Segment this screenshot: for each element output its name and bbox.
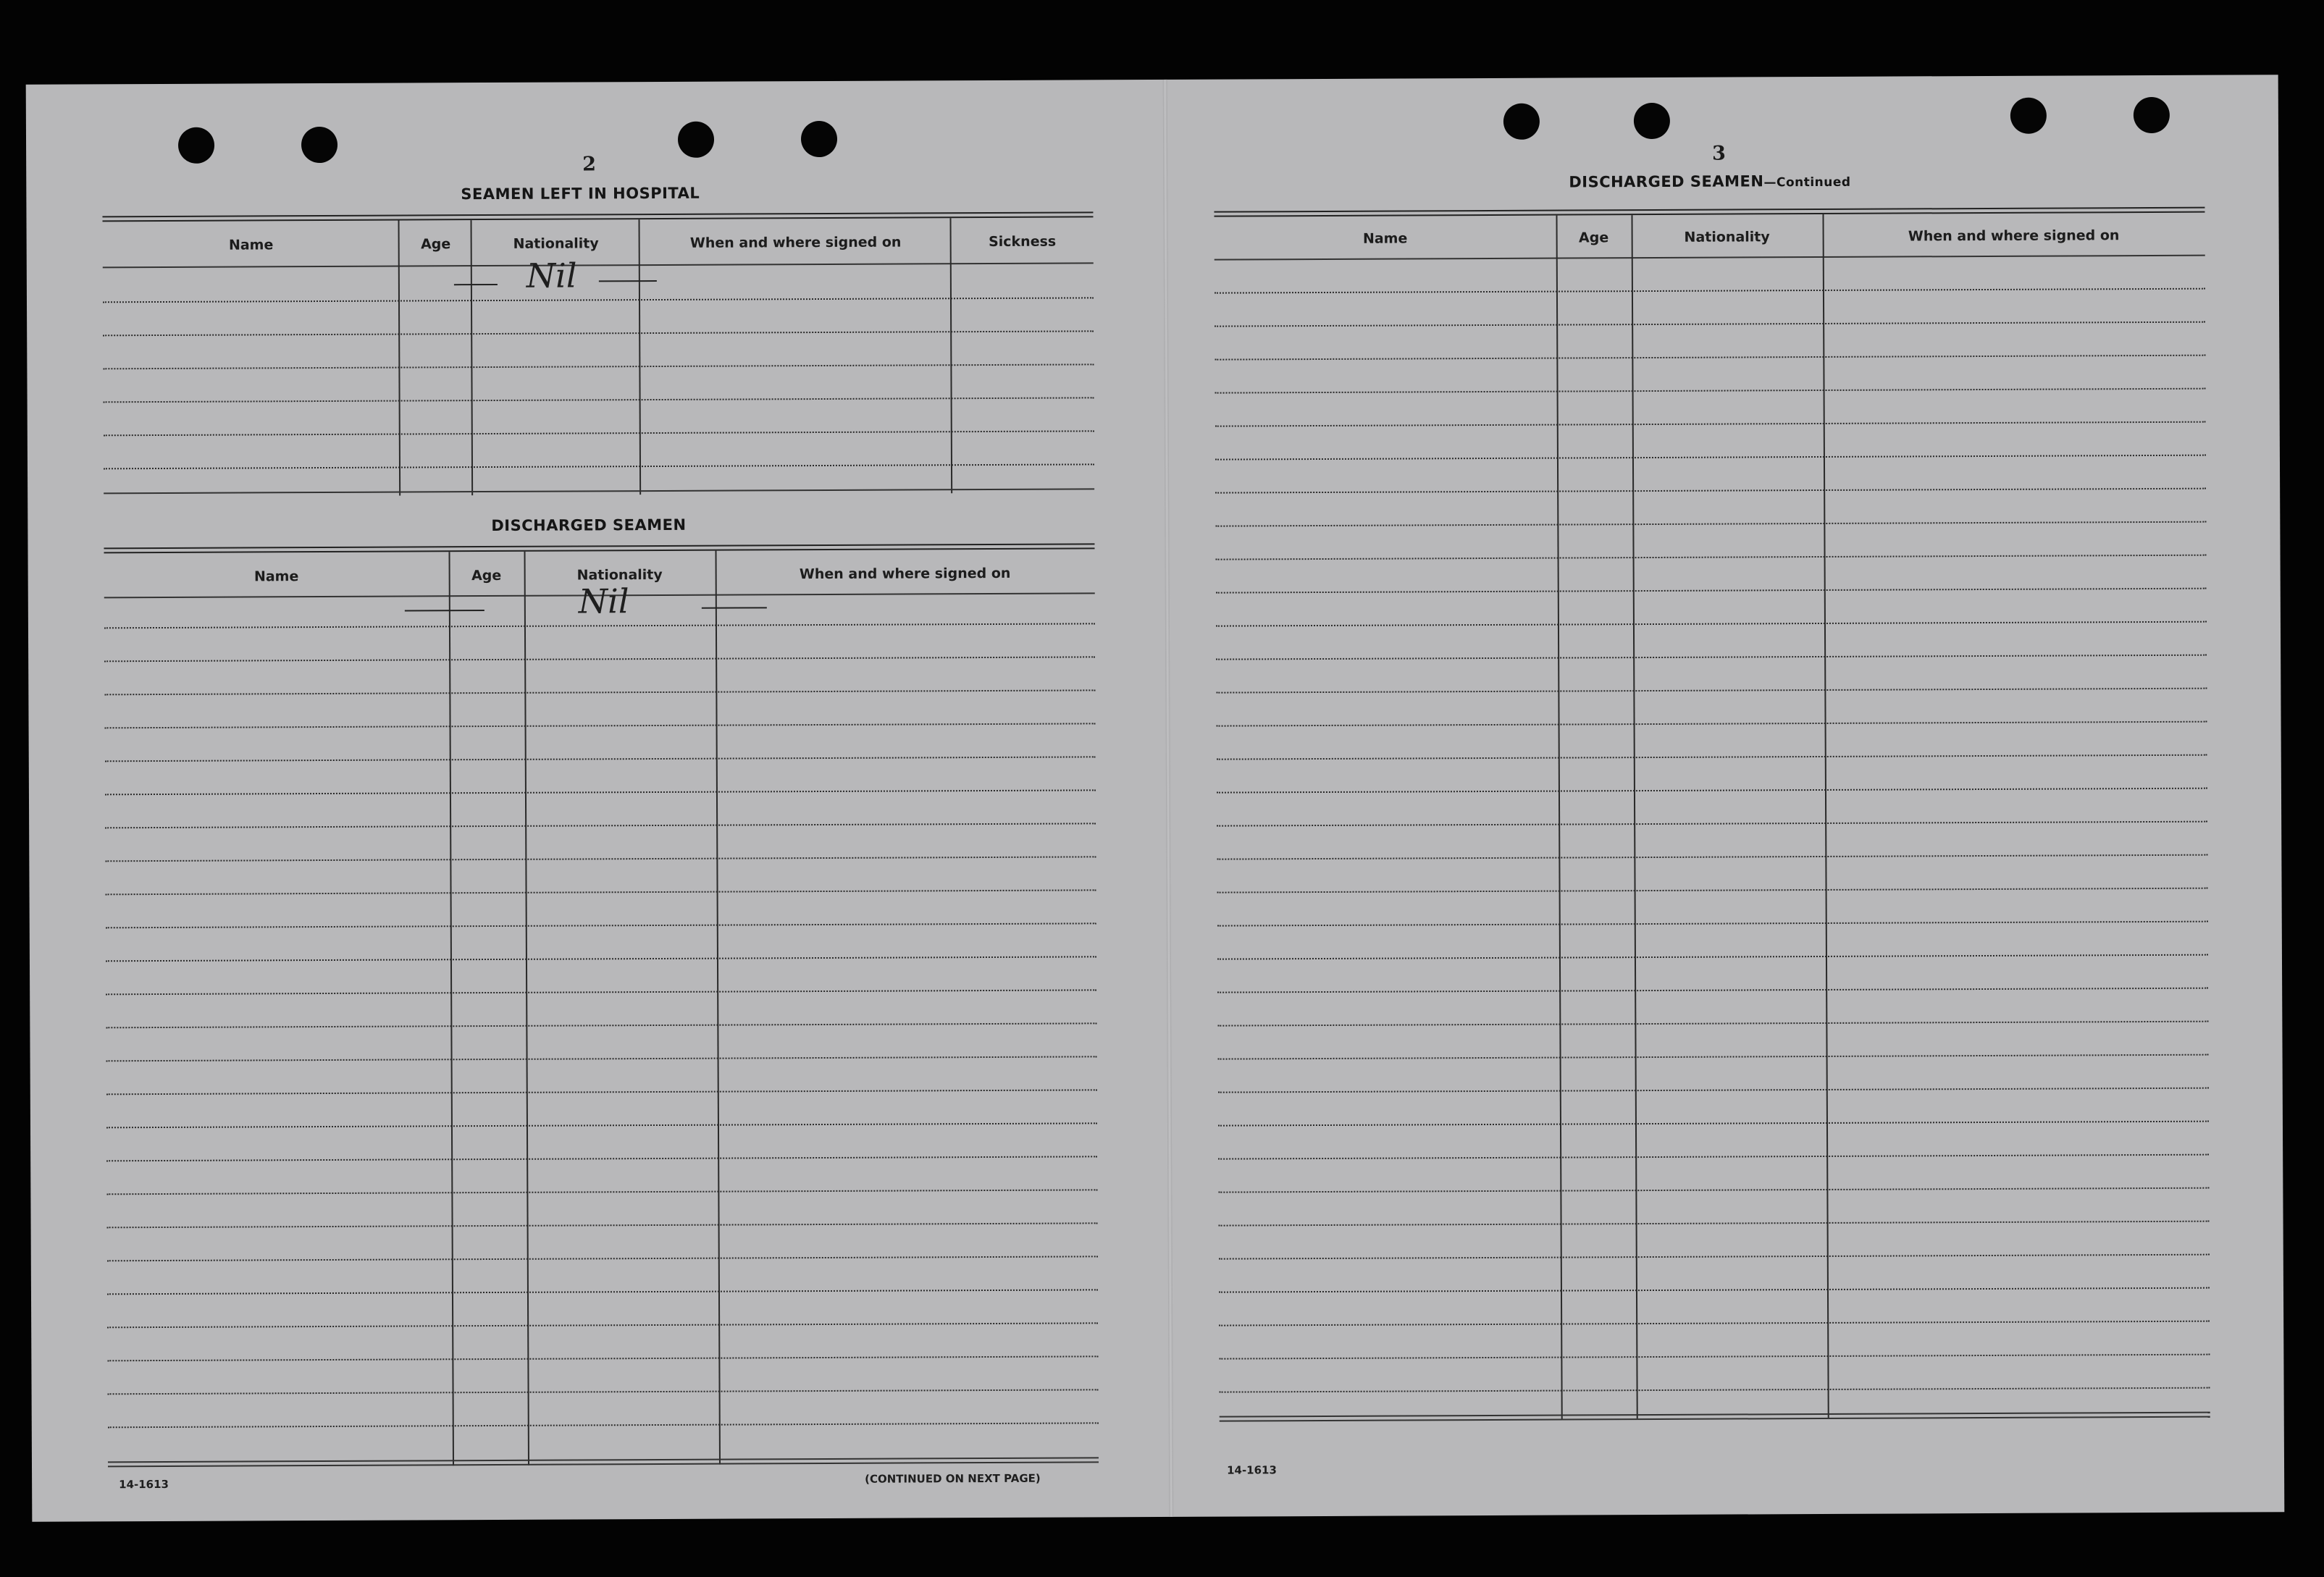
punch-hole (301, 127, 337, 163)
column-header-nationality: Nationality (513, 235, 599, 252)
discharged-table-right (1214, 207, 2210, 1442)
nil-dash (599, 280, 657, 282)
nil-dash (454, 284, 498, 285)
punch-hole (1634, 103, 1670, 139)
center-fold (1163, 80, 1174, 1517)
punch-hole (2134, 97, 2170, 133)
hospital-nil-entry: Nil (526, 256, 577, 295)
punch-hole (1503, 104, 1540, 140)
column-header-name: Name (228, 237, 274, 253)
column-header-age: Age (420, 236, 451, 253)
column-header-signed-on: When and where signed on (689, 234, 902, 251)
hospital-table (102, 211, 1094, 497)
punch-hole (801, 121, 837, 157)
page-number-right: 3 (1712, 142, 1726, 165)
column-header-nationality: Nationality (576, 566, 663, 584)
punch-hole (2010, 98, 2047, 134)
form-number-left: 14-1613 (119, 1477, 169, 1492)
column-header-sickness: Sickness (989, 233, 1057, 250)
punch-hole (678, 122, 714, 158)
discharged-table-left (104, 543, 1099, 1557)
column-header-name: Name (253, 568, 299, 585)
discharged-section-title: DISCHARGED SEAMEN (491, 516, 687, 534)
hospital-section-title: SEAMEN LEFT IN HOSPITAL (461, 184, 700, 203)
discharged-continued-title-main: DISCHARGED SEAMEN (1569, 172, 1764, 191)
column-header-signed-on: When and where signed on (799, 565, 1011, 583)
column-header-nationality: Nationality (1684, 229, 1770, 245)
discharged-nil-entry: Nil (578, 581, 629, 621)
continued-note: (CONTINUED ON NEXT PAGE) (865, 1471, 1041, 1486)
discharged-continued-title (1569, 172, 1850, 191)
column-header-name: Name (1362, 230, 1408, 247)
discharged-continued-title-suffix: —Continued (1763, 174, 1851, 190)
form-number-right: 14-1613 (1227, 1463, 1277, 1477)
scanned-document (26, 75, 2285, 1522)
page-number-left: 2 (582, 153, 597, 176)
column-header-age: Age (1578, 230, 1609, 246)
punch-hole (178, 127, 214, 164)
column-header-signed-on: When and where signed on (1908, 227, 2120, 245)
nil-dash (702, 607, 767, 608)
column-header-age: Age (471, 567, 502, 584)
